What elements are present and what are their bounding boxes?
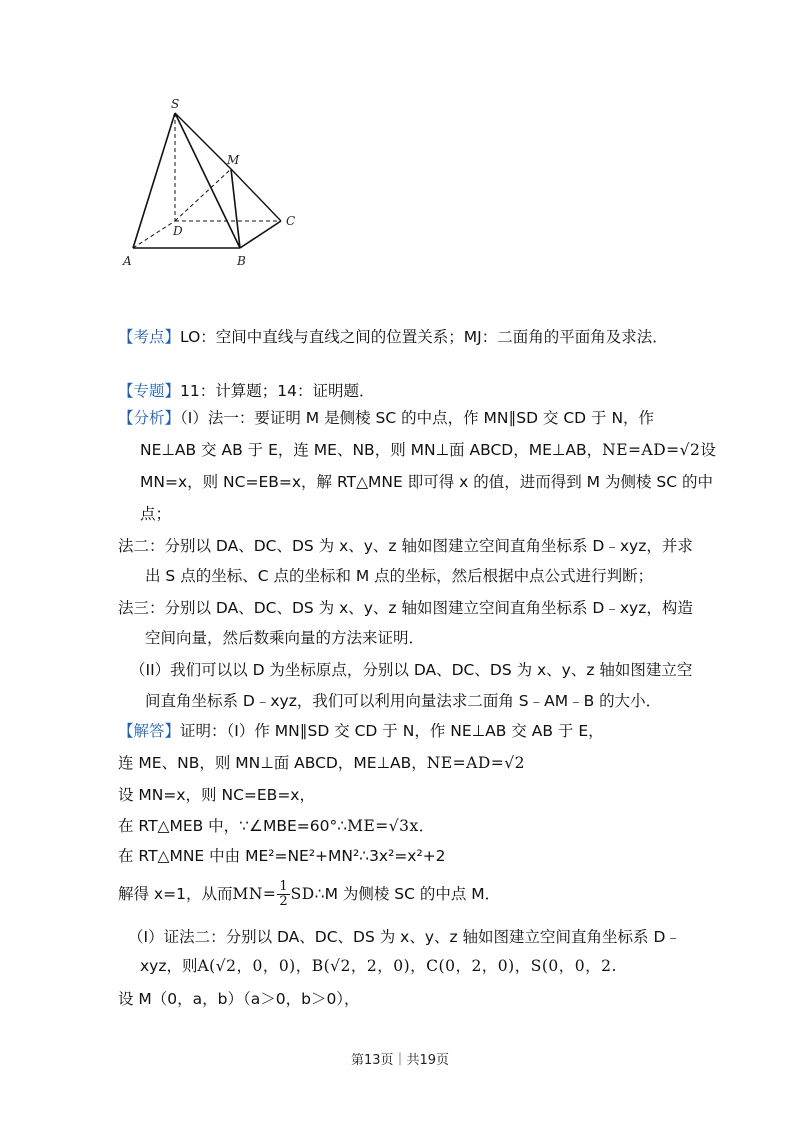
jieda-text-2a: 连 ME、NB，则 MN⊥面 ABCD，ME⊥AB， xyxy=(118,754,427,772)
pyramid-figure xyxy=(115,95,315,275)
jieda-text-9: 设 M（0，a，b）（a＞0，b＞0）， xyxy=(118,990,360,1008)
label-m: M xyxy=(227,153,240,167)
jieda-text-6b: ∴M 为侧棱 SC 的中点 M． xyxy=(314,885,501,903)
label-s: S xyxy=(171,97,180,111)
fenxi-formula-ne-ad: NE=AD=√2 xyxy=(602,441,701,459)
label-b: B xyxy=(237,254,246,268)
label-d: D xyxy=(173,224,183,238)
label-a: A xyxy=(123,254,132,268)
jieda-line-3 xyxy=(118,784,315,806)
fenxi-line-5 xyxy=(118,535,693,557)
fenxi-text-4: 点； xyxy=(140,505,172,523)
jieda-line-8 xyxy=(140,955,617,977)
jieda-line-6 xyxy=(118,880,500,909)
fenxi-text-2a: NE⊥AB 交 AB 于 E，连 ME、NB，则 MN⊥面 ABCD，ME⊥AB， xyxy=(140,441,603,459)
fenxi-line-4 xyxy=(140,503,171,525)
kaodian-line xyxy=(118,326,668,348)
fenxi-text-5: 法二：分别以 DA、DC、DS 为 x、y、z 轴如图建立空间直角坐标系 D﹣xyz，并求 xyxy=(118,537,693,555)
jieda-text-3: 设 MN=x，则 NC=EB=x， xyxy=(118,786,315,804)
fenxi-line-2 xyxy=(140,439,716,461)
fraction-numerator: 1 xyxy=(279,879,288,894)
edge-sm xyxy=(175,113,231,169)
fraction-denominator: 2 xyxy=(279,894,288,909)
fenxi-line-7 xyxy=(118,597,693,619)
fenxi-text-8: 空间向量，然后数乘向量的方法来证明． xyxy=(145,629,425,647)
fenxi-line-3 xyxy=(140,471,713,493)
zhuanti-text: 11：计算题；14：证明题． xyxy=(180,382,375,400)
kaodian-tag: 【考点】 xyxy=(118,328,181,346)
fenxi-line-8 xyxy=(145,627,424,649)
edge-bc xyxy=(240,221,281,248)
fenxi-line-1 xyxy=(118,407,654,429)
jieda-text-4a: 在 RT△MEB 中，∵∠MBE=60°∴ xyxy=(118,817,348,835)
fenxi-text-3: MN=x，则 NC=EB=x，解 RT△MNE 即可得 x 的值，进而得到 M 为侧棱 SC 的中 xyxy=(140,473,713,491)
zhuanti-tag: 【专题】 xyxy=(118,382,181,400)
jieda-text-1: 证明：（I）作 MN∥SD 交 CD 于 N，作 NE⊥AB 交 AB 于 E， xyxy=(180,722,604,740)
jieda-line-5 xyxy=(118,845,446,867)
fenxi-line-10 xyxy=(145,690,661,712)
label-c: C xyxy=(286,214,296,228)
jieda-text-7: （I）证法二：分别以 DA、DC、DS 为 x、y、z 轴如图建立空间直角坐标系 D﹣ xyxy=(128,928,681,946)
fenxi-text-10: 间直角坐标系 D﹣xyz，我们可以利用向量法求二面角 S﹣AM﹣B 的大小． xyxy=(145,692,662,710)
fenxi-text-7: 法三：分别以 DA、DC、DS 为 x、y、z 轴如图建立空间直角坐标系 D﹣xyz，构造 xyxy=(118,599,693,617)
jieda-formula-ne-ad: NE=AD=√2 xyxy=(426,754,525,772)
jieda-formula-sd: SD xyxy=(290,885,315,903)
jieda-text-8a: xyz，则 xyxy=(140,957,198,975)
jieda-formula-mn: MN= xyxy=(232,885,277,903)
edge-sb xyxy=(175,113,240,248)
fenxi-line-9 xyxy=(130,659,692,681)
fenxi-line-6 xyxy=(145,565,653,587)
fenxi-text-9: （II）我们可以以 D 为坐标原点，分别以 DA、DC、DS 为 x、y、z 轴如图建立空 xyxy=(130,661,693,679)
jieda-tag: 【解答】 xyxy=(118,722,181,740)
edge-mb xyxy=(231,169,240,248)
fenxi-tag: 【分析】 xyxy=(118,409,181,427)
page-footer: 第13页｜共19页 xyxy=(350,1053,450,1068)
jieda-line-4 xyxy=(118,815,434,837)
fenxi-text-1: （I）法一：要证明 M 是侧棱 SC 的中点，作 MN∥SD 交 CD 于 N，作 xyxy=(180,409,655,427)
jieda-text-4b: ． xyxy=(418,817,435,835)
fenxi-text-2b: 设 xyxy=(700,441,716,459)
edge-ad xyxy=(133,221,175,248)
edge-sa xyxy=(133,113,175,248)
jieda-formula-coords: A(√2，0，0)，B(√2，2，0)，C(0，2，0)，S(0，0，2. xyxy=(197,957,617,975)
jieda-text-5: 在 RT△MNE 中由 ME²=NE²+MN²∴3x²=x²+2 xyxy=(118,847,446,865)
zhuanti-line xyxy=(118,380,374,402)
jieda-text-6a: 解得 x=1，从而 xyxy=(118,885,233,903)
jieda-line-7 xyxy=(128,926,681,948)
jieda-line-1 xyxy=(118,720,604,742)
fenxi-text-6: 出 S 点的坐标、C 点的坐标和 M 点的坐标，然后根据中点公式进行判断； xyxy=(145,567,654,585)
jieda-fraction-half xyxy=(277,880,289,909)
kaodian-text: LO：空间中直线与直线之间的位置关系；MJ：二面角的平面角及求法． xyxy=(180,328,668,346)
jieda-line-9 xyxy=(118,988,360,1010)
jieda-formula-me: ME=√3x xyxy=(347,817,419,835)
jieda-line-2 xyxy=(118,752,525,774)
edge-sc xyxy=(231,169,281,221)
